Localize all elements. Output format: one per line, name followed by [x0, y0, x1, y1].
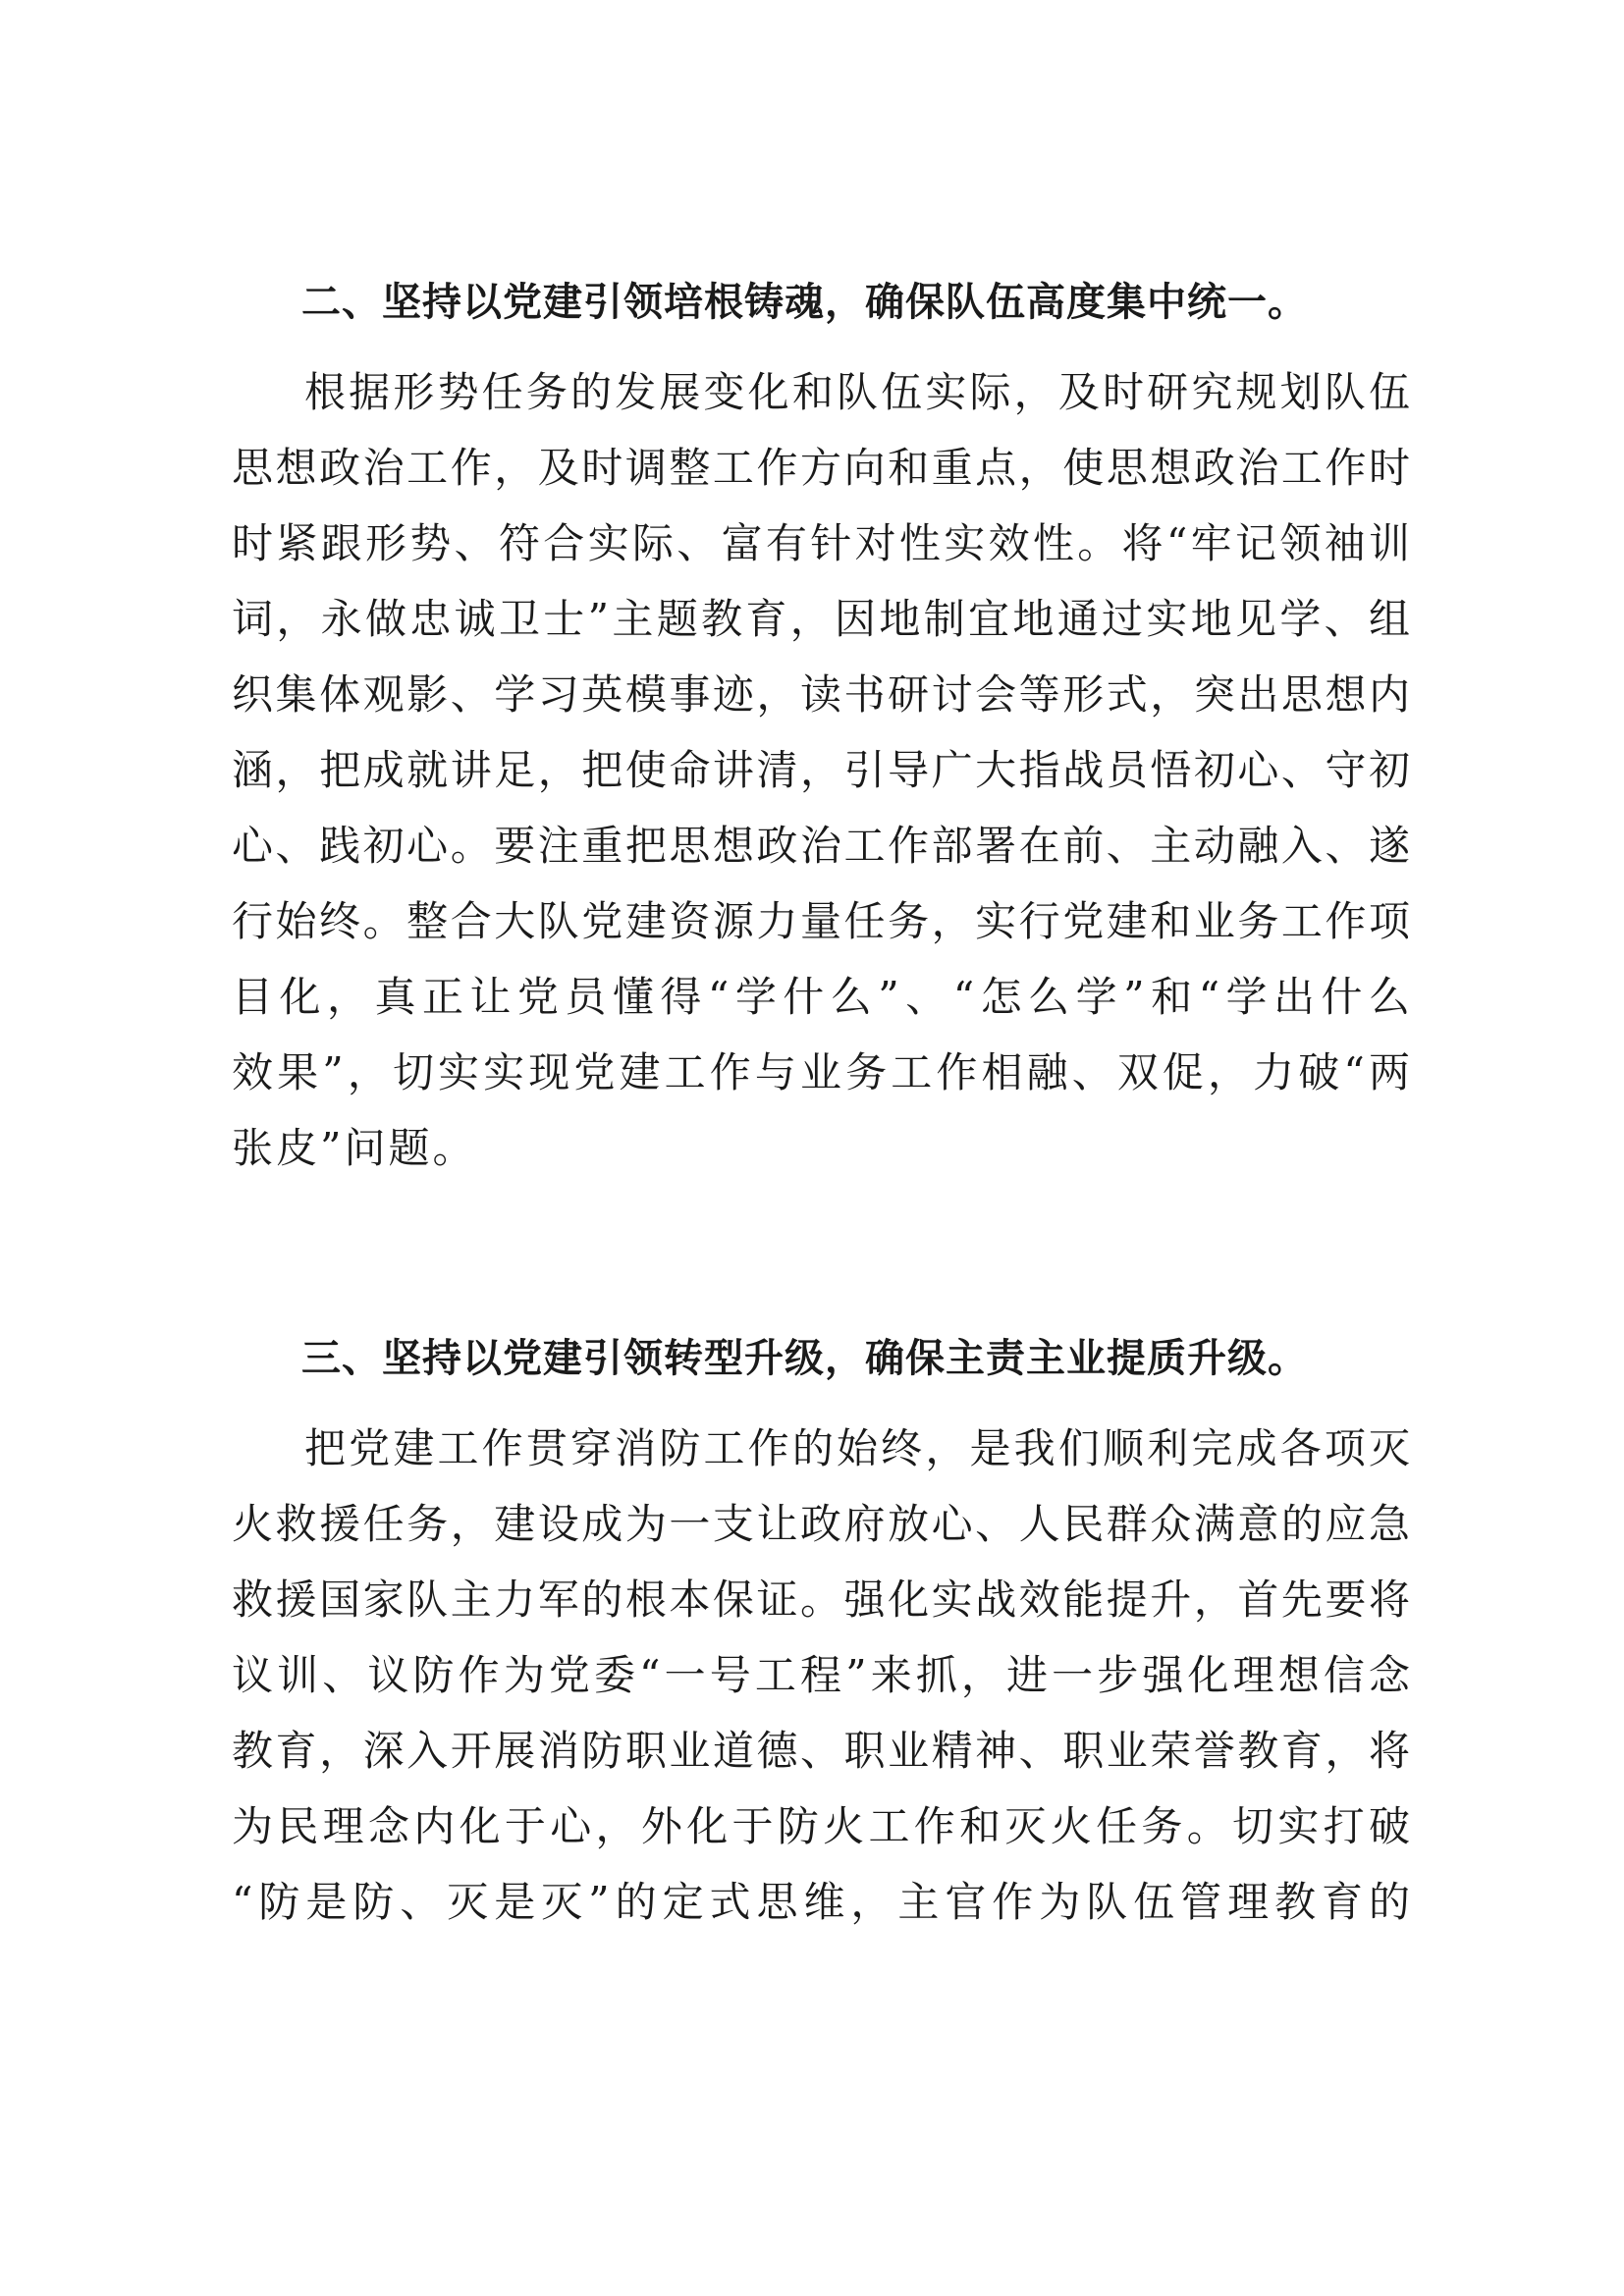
paragraph-line: 把党建工作贯穿消防工作的始终，是我们顺利完成各项灭: [304, 1424, 1410, 1472]
paragraph-line: 议训、议防作为党委“一号工程”来抓，进一步强化理想信念: [232, 1651, 1410, 1699]
paragraph-line: 火救援任务，建设成为一支让政府放心、人民群众满意的应急: [232, 1500, 1410, 1548]
section-three-heading: 三、坚持以党建引领转型升级，确保主责主业提质升级。: [301, 1336, 1308, 1381]
paragraph-line: 为民理念内化于心，外化于防火工作和灭火任务。切实打破: [232, 1802, 1410, 1850]
paragraph-line: 时紧跟形势、符合实际、富有针对性实效性。将“牢记领袖训: [232, 519, 1410, 567]
paragraph-line: 行始终。整合大队党建资源力量任务，实行党建和业务工作项: [232, 897, 1410, 945]
paragraph-line: 救援国家队主力军的根本保证。强化实战效能提升，首先要将: [232, 1575, 1410, 1624]
paragraph-line: 根据形势任务的发展变化和队伍实际，及时研究规划队伍: [304, 368, 1410, 416]
section-two-body: [232, 354, 1410, 1186]
paragraph-line: “防是防、灭是灭”的定式思维，主官作为队伍管理教育的: [232, 1878, 1410, 1926]
paragraph-line: 教育，深入开展消防职业道德、职业精神、职业荣誉教育，将: [232, 1727, 1410, 1775]
paragraph-line: 效果”，切实实现党建工作与业务工作相融、双促，力破“两: [232, 1048, 1410, 1096]
paragraph-line: 涵，把成就讲足，把使命讲清，引导广大指战员悟初心、守初: [232, 746, 1410, 794]
section-three-body: [232, 1411, 1410, 1940]
section-two-heading: 二、坚持以党建引领培根铸魂，确保队伍高度集中统一。: [301, 280, 1308, 325]
paragraph-line: 词，永做忠诚卫士”主题教育，因地制宜地通过实地见学、组: [232, 595, 1410, 643]
paragraph-line: 心、践初心。要注重把思想政治工作部署在前、主动融入、遂: [232, 822, 1410, 870]
paragraph-line: 织集体观影、学习英模事迹，读书研讨会等形式，突出思想内: [232, 670, 1410, 719]
paragraph-line: 思想政治工作，及时调整工作方向和重点，使思想政治工作时: [232, 444, 1410, 492]
paragraph-line: 张皮”问题。: [232, 1124, 477, 1172]
paragraph-line: 目化，真正让党员懂得“学什么”、“怎么学”和“学出什么: [232, 973, 1410, 1021]
